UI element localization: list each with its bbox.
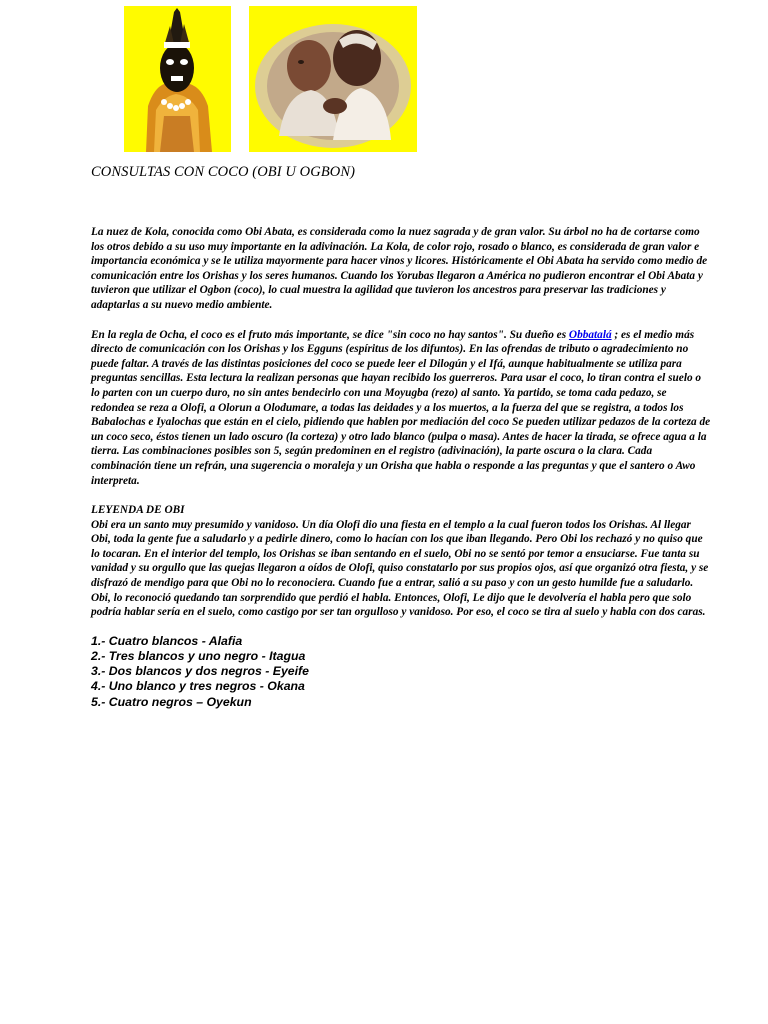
two-figures-image [249, 6, 417, 152]
masked-figure-image [124, 6, 231, 152]
page-title: CONSULTAS CON COCO (OBI U OGBON) [91, 164, 356, 180]
list-item: 4.- Uno blanco y tres negros - Okana [91, 679, 305, 694]
ocha-paragraph-start: En la regla de Ocha, el coco es el fruto más importante, se dice "sin coco no hay santos". Su dueño es [91, 328, 569, 341]
list-item: 1.- Cuatro blancos - Alafia [91, 633, 243, 648]
ocha-paragraph-end: ; es el medio más directo de comunicación con los Orishas y los Egguns (espíritus de los difuntos). En las ofrendas de tributo o agradecimiento no puede faltar. A través de las distintas posiciones del coco se puede leer el Dilogún y el Ifá, aunque habitualmente se utiliza para preguntas sencillas. Esta lectura la realizan personas que hayan recibido los guerreros. Para usar el coco, lo tiran contra el suelo o lo parten con un cuerpo duro, no sin antes bendecirlo con una Moyugba (rezo) al santo. Ya partido, se toma cada pedazo, se redondea se reza a Olofi, a Olorun a Olodumare, a todas las deidades y a los muertos, a la fuerza del que se registra, a todos los Babalochas e Iyalochas que están en el cielo, pidiendo que hablen por mediación del coco Se pueden utilizar pedazos de la corteza de un coco seco, éstos tienen un lado oscuro (la corteza) y otro lado blanco (pulpa o masa). Antes de hacer la tirada, se ofrece agua a la tierra. Las combinaciones posibles son 5, según predominen en el registro (adivinación), la parte oscura o la clara. Cada combinación tiene un refrán, una sugerencia o moraleja y un Orisha que habla o responde a las preguntas y que el santero o Awo interpreta. [91, 328, 711, 487]
legend-heading: LEYENDA DE OBI [91, 504, 185, 517]
ocha-paragraph [91, 328, 711, 489]
combinations-list [91, 634, 711, 710]
legend-paragraph: Obi era un santo muy presumido y vanidoso. Un día Olofi dio una fiesta en el templo a la cual fueron todos los Orishas. Al llegar Obi, toda la gente fue a saludarlo y a pedirle dinero, como lo hacían con los que iban llegando. Pero Obi los rechazó y no quiso que lo tocaran. En el interior del templo, los Orishas se iban sentando en el suelo, Obi no se sentó por temor a ensuciarse. Fue tanta su vanidad y su orgullo que las quejas llegaron a oídos de Olofi, quiso constatarlo por sus propios ojos, así que organizó otra fiesta, y se disfrazó de mendigo para que Obi no lo reconociera. Cuando fue a entrar, salió a su paso y con un gesto humilde fue a saludarlo. Obi, lo reconoció quedando tan sorprendido que perdió el habla. Entonces, Olofi, Le dijo que le devolvería el habla pero que solo podría hablar sería en el suelo, como castigo por ser tan orgulloso y vanidoso. Por eso, el coco se tira al suelo y habla con dos caras. [91, 518, 709, 619]
obbatala-link[interactable]: Obbatalá [568, 328, 612, 341]
list-item: 3.- Dos blancos y dos negros - Eyeife [91, 664, 309, 679]
intro-paragraph: La nuez de Kola, conocida como Obi Abata, es considerada como la nuez sagrada y de gran valor. Su árbol no ha de cortarse como los otros debido a su uso muy importante en la adivinación. La Kola, de color rojo, rosado o blanco, es considerada de gran valor e importancia económica y se le utiliza mayormente para hacer vinos y licores. Históricamente el Obi Abata ha servido como medio de comunicación entre los Orishas y los seres humanos. Cuando los Yorubas llegaron a América no pudieron encontrar el Obi Abata y tuvieron que utilizar el Ogbon (coco), lo cual muestra la agilidad que tuvieron los ancestros para preservar las tradiciones y adaptarlas a su nuevo medio ambiente. [91, 226, 708, 311]
list-item: 2.- Tres blancos y uno negro - Itagua [91, 649, 306, 664]
list-item: 5.- Cuatro negros – Oyekun [91, 694, 252, 709]
article-content [91, 164, 711, 710]
